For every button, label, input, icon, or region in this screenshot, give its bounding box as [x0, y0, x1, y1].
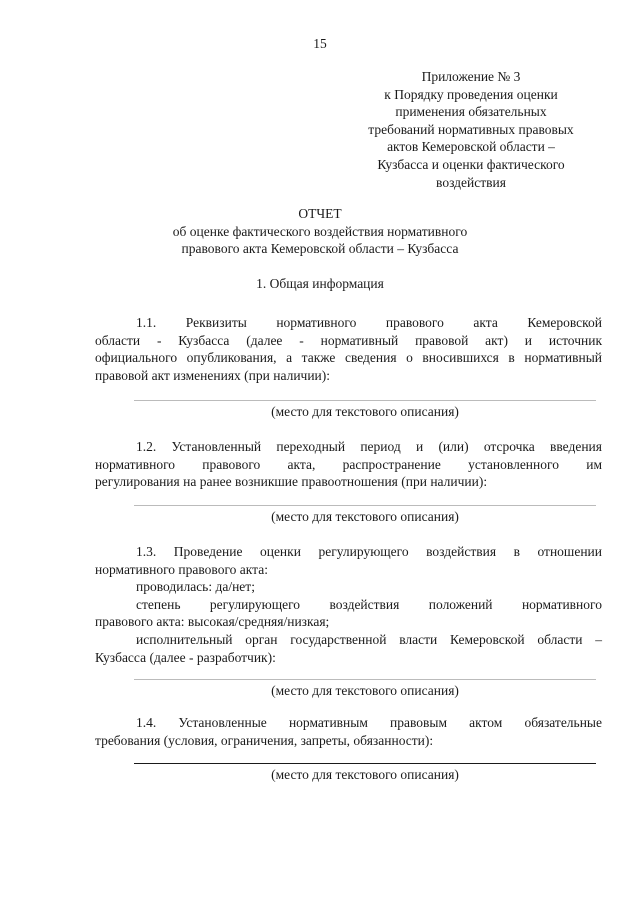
input-line [134, 763, 596, 764]
appendix-line: применения обязательных [395, 104, 547, 120]
paragraph-line: требования (условия, ограничения, запреты, обязанности): [95, 732, 434, 748]
appendix-header [340, 68, 602, 191]
page-number: 15 [313, 36, 327, 51]
paragraph-line: степень регулирующего воздействия положений нормативного [136, 596, 602, 612]
report-subtitle-line: об оценке фактического воздействия нормативного [172, 223, 468, 239]
section-heading: 1. Общая информация [256, 276, 384, 291]
paragraph-1-4 [95, 714, 602, 749]
appendix-line: к Порядку проведения оценки [384, 86, 558, 102]
text-placeholder: (место для текстового описания) [271, 404, 459, 419]
input-line [134, 400, 596, 401]
paragraph-line: правового акта: высокая/средняя/низкая; [95, 614, 330, 630]
report-title [100, 205, 540, 258]
appendix-line: Кузбасса и оценки фактического [377, 156, 565, 172]
paragraph-1-2 [95, 438, 602, 491]
appendix-line: требований нормативных правовых [368, 121, 574, 137]
paragraph-line: исполнительный орган государственной власти Кемеровской области – [136, 631, 602, 647]
text-placeholder: (место для текстового описания) [271, 509, 459, 524]
paragraph-1-3 [95, 543, 602, 666]
appendix-line: актов Кемеровской области – [387, 139, 555, 155]
report-subtitle-line: правового акта Кемеровской области – Кузбасса [181, 241, 459, 256]
report-heading: ОТЧЕТ [298, 206, 342, 221]
appendix-line: воздействия [436, 174, 506, 190]
paragraph-line: нормативного правового акта, распространение установленного им [95, 456, 602, 472]
paragraph-line: регулирования на ранее возникшие правоотношения (при наличии): [95, 474, 488, 490]
paragraph-line: 1.2. Установленный переходный период и (или) отсрочка введения [136, 439, 602, 454]
paragraph-line: проводилась: да/нет; [136, 579, 255, 595]
paragraph-line: 1.4. Установленные нормативным правовым актом обязательные [136, 715, 602, 730]
input-line [134, 679, 596, 680]
input-line [134, 505, 596, 506]
paragraph-line: Кузбасса (далее - разработчик): [95, 649, 276, 665]
paragraph-1-1 [95, 314, 602, 384]
appendix-line: Приложение № 3 [421, 69, 521, 84]
paragraph-line: нормативного правового акта: [95, 561, 268, 577]
paragraph-line: правовой акт изменениях (при наличии): [95, 367, 331, 383]
paragraph-line: 1.1. Реквизиты нормативного правового акта Кемеровской [136, 315, 602, 330]
paragraph-line: области - Кузбасса (далее - нормативный правовой акт) и источник [95, 332, 602, 348]
text-placeholder: (место для текстового описания) [271, 767, 459, 782]
text-placeholder: (место для текстового описания) [271, 683, 459, 698]
paragraph-line: 1.3. Проведение оценки регулирующего воздействия в отношении [136, 544, 602, 559]
paragraph-line: официального опубликования, а также сведения о вносившихся в нормативный [95, 350, 602, 366]
